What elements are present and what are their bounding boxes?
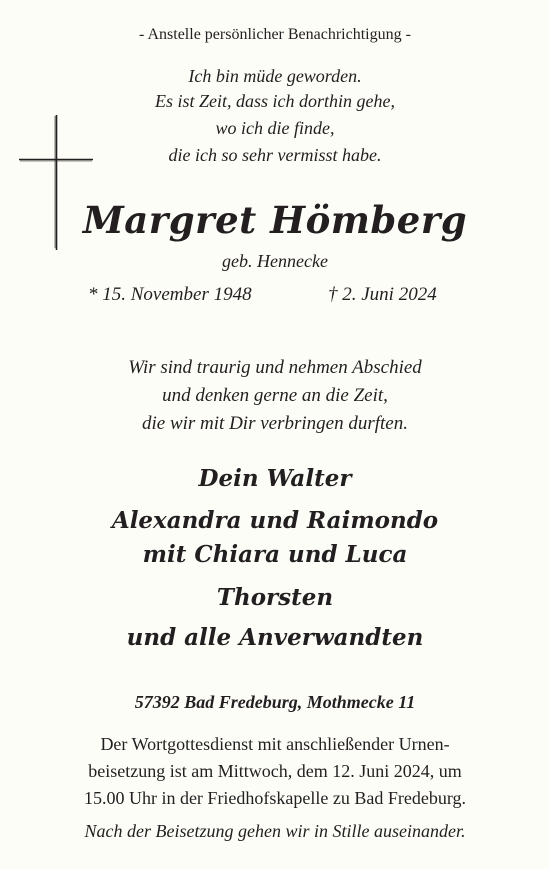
- family-member-2: Alexandra und Raimondo: [111, 507, 439, 534]
- poem-line-3: wo ich die finde,: [215, 118, 335, 138]
- deceased-name: Margret Hömberg: [82, 198, 468, 242]
- death-date: † 2. Juni 2024: [328, 284, 437, 305]
- mourning-line-2: und denken gerne an die Zeit,: [162, 385, 388, 406]
- family-member-3: mit Chiara und Luca: [142, 541, 408, 568]
- family-member-5: und alle Anverwandten: [126, 624, 424, 651]
- birth-date: * 15. November 1948: [88, 284, 252, 305]
- mourning-line-3: die wir mit Dir verbringen durften.: [142, 413, 408, 434]
- poem-line-2: Es ist Zeit, dass ich dorthin gehe,: [155, 91, 395, 111]
- header-note: - Anstelle persönlicher Benachrichtigung -: [139, 26, 411, 43]
- poem-line-1: Ich bin müde geworden.: [188, 66, 362, 86]
- mourning-line-1: Wir sind traurig und nehmen Abschied: [128, 357, 422, 378]
- family-address: 57392 Bad Fredeburg, Mothmecke 11: [134, 692, 416, 712]
- closing-note: Nach der Beisetzung gehen wir in Stille auseinander.: [84, 821, 466, 841]
- service-line-3: 15.00 Uhr in der Friedhofskapelle zu Bad Fredeburg.: [83, 788, 467, 808]
- family-member-4: Thorsten: [216, 584, 334, 611]
- birth-name: geb. Hennecke: [222, 251, 328, 271]
- family-member-1: Dein Walter: [198, 465, 352, 492]
- poem-line-4: die ich so sehr vermisst habe.: [168, 145, 382, 165]
- service-line-2: beisetzung ist am Mittwoch, dem 12. Juni 2024, um: [88, 761, 462, 781]
- service-line-1: Der Wortgottesdienst mit anschließender Urnen-: [100, 734, 450, 754]
